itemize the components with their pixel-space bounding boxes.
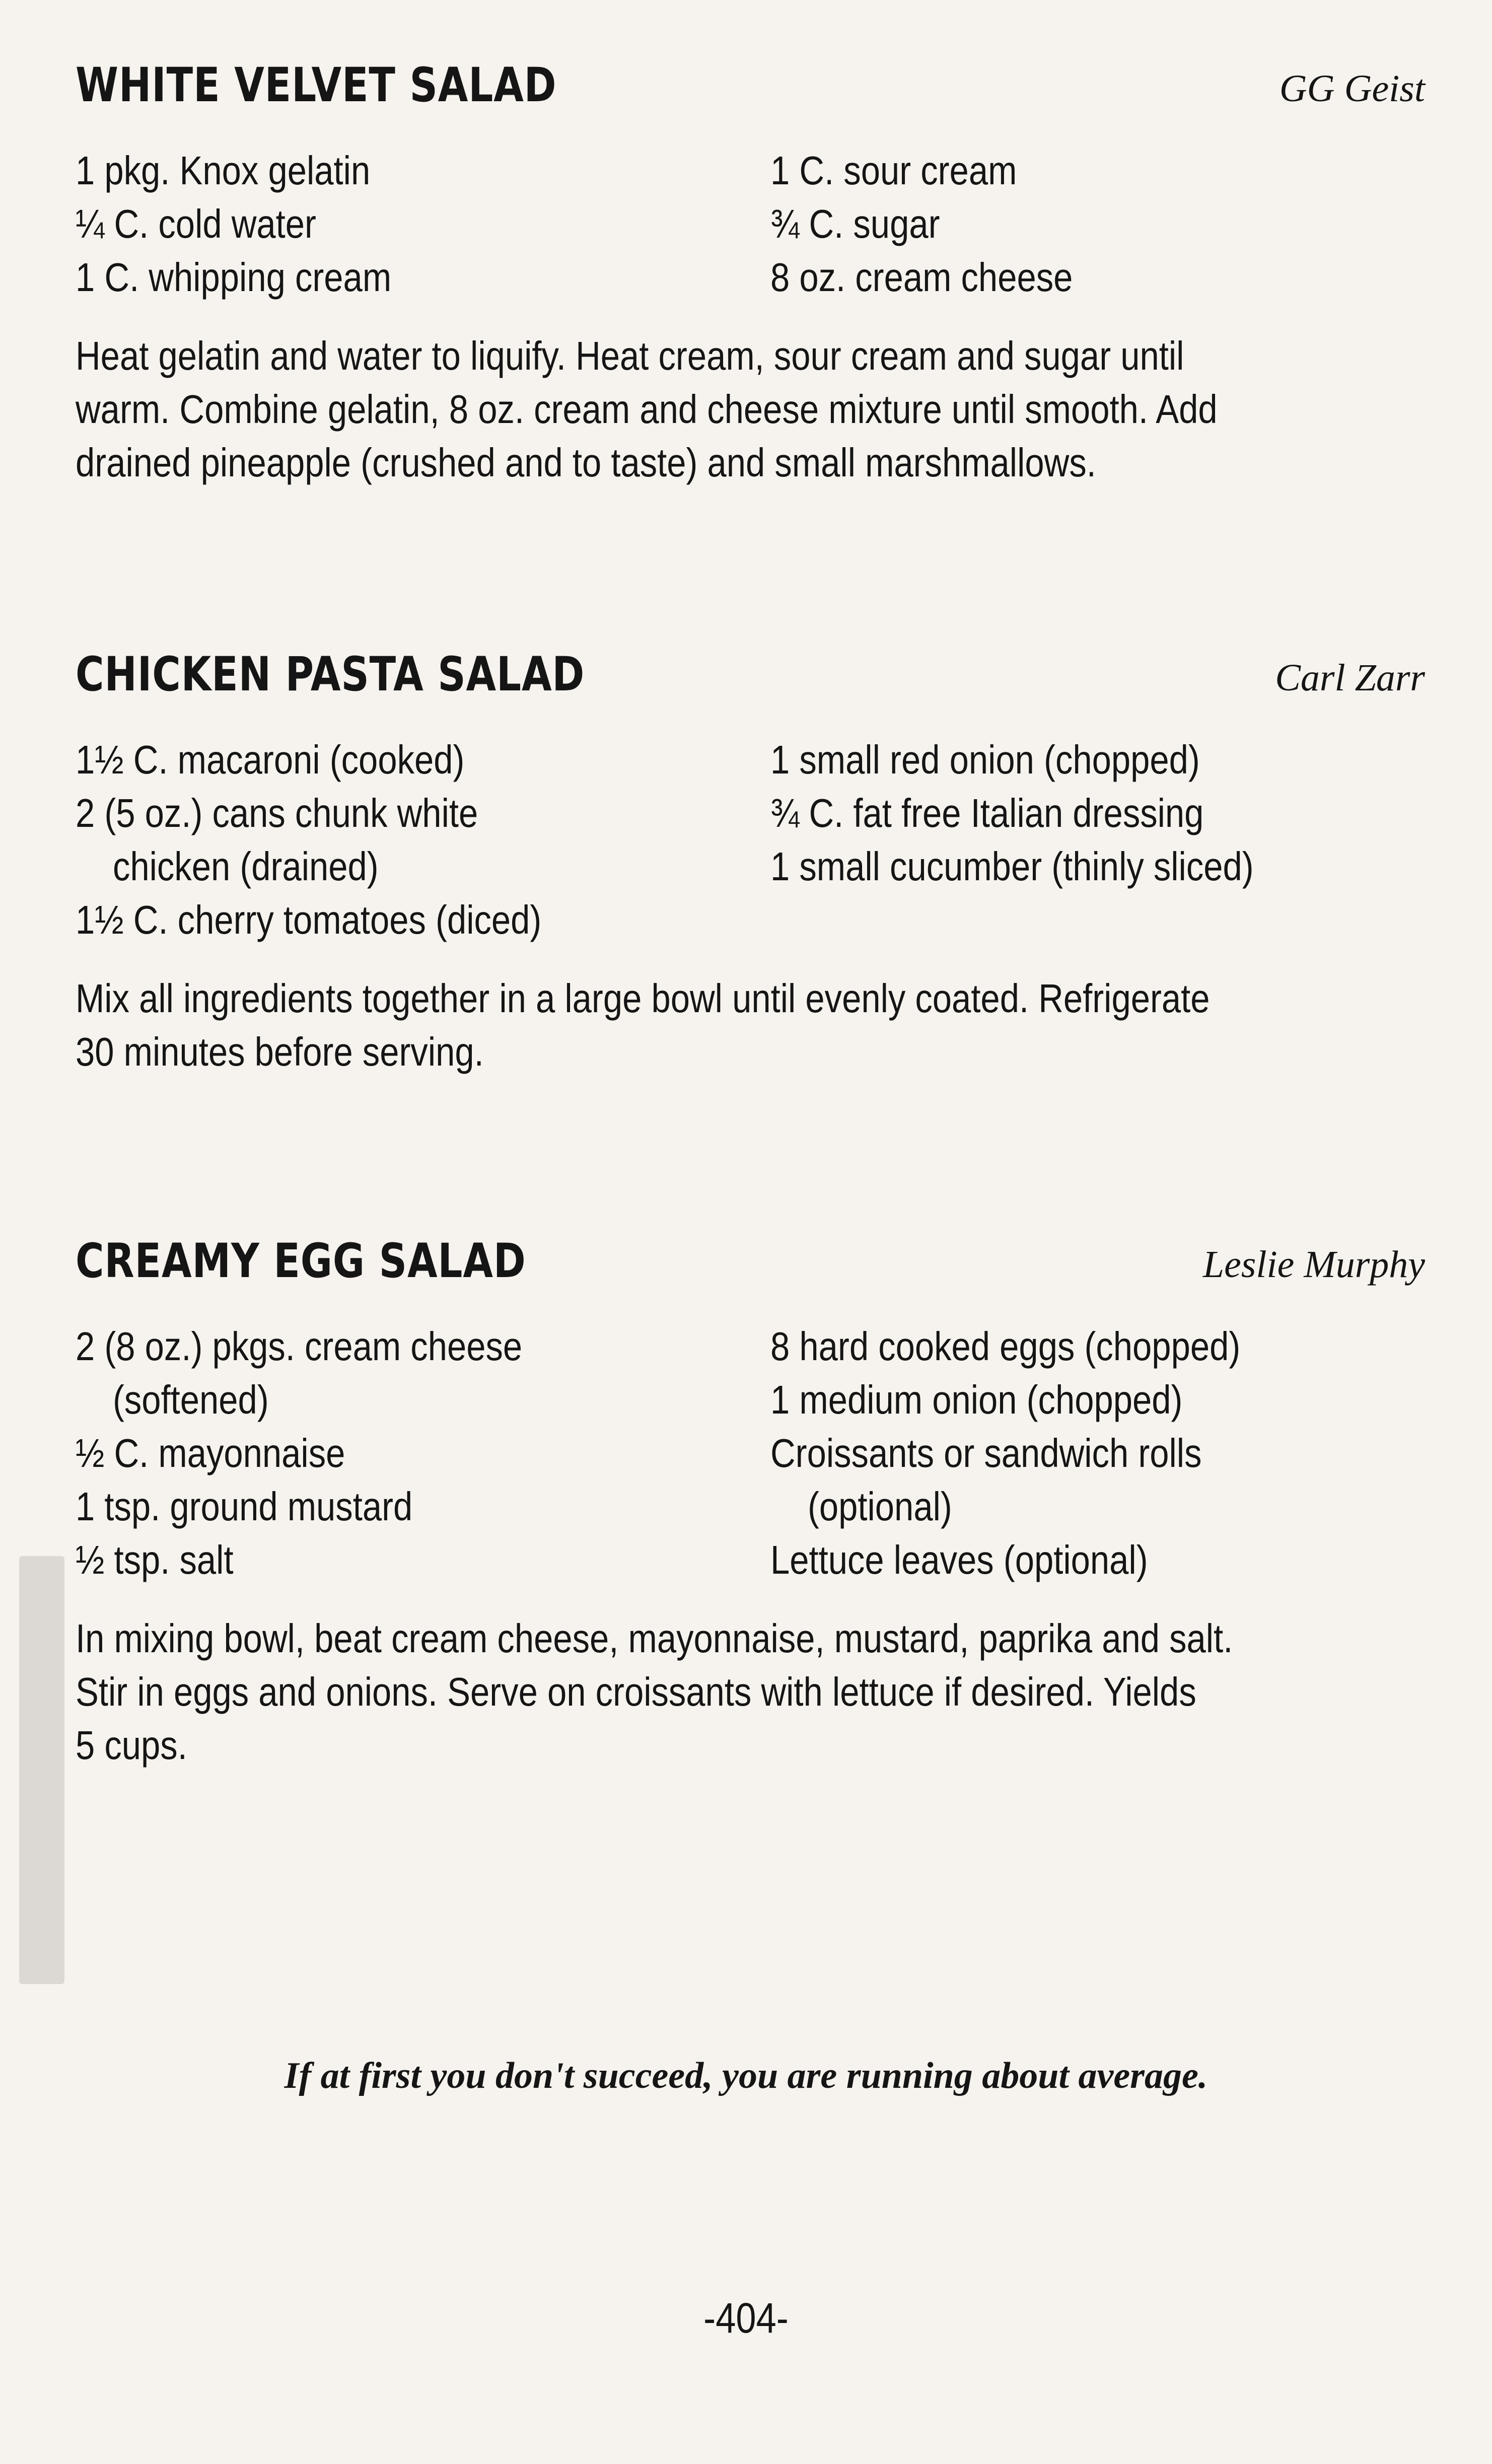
ingredient: 1 tsp. ground mustard: [76, 1484, 413, 1529]
ingredient-continuation: chicken (drained): [112, 844, 379, 889]
instruction-line: warm. Combine gelatin, 8 oz. cream and cheese mixture until smooth. Add: [76, 387, 1218, 432]
recipe-author: Leslie Murphy: [1202, 1243, 1425, 1286]
recipe-instructions: [76, 972, 1418, 1079]
ingredient-list: [76, 1320, 1425, 1587]
ingredient: 1½ C. cherry tomatoes (diced): [76, 897, 542, 942]
instruction-line: 30 minutes before serving.: [76, 1029, 484, 1074]
recipe-author: GG Geist: [1279, 67, 1425, 110]
ingredient-continuation: (optional): [807, 1484, 952, 1529]
section-side-tab: [19, 1556, 64, 1984]
ingredient: 2 (8 oz.) pkgs. cream cheese: [76, 1324, 523, 1369]
ingredient: 1 medium onion (chopped): [770, 1377, 1183, 1422]
ingredient: 2 (5 oz.) cans chunk white: [76, 791, 478, 835]
ingredient: ½ C. mayonnaise: [76, 1431, 345, 1475]
ingredient: 1 C. sour cream: [770, 148, 1017, 193]
recipe-title: WHITE VELVET SALAD: [76, 58, 557, 113]
instruction-line: drained pineapple (crushed and to taste) and small marshmallows.: [76, 440, 1096, 485]
ingredient-list: [76, 144, 1425, 304]
ingredient-continuation: (softened): [112, 1377, 269, 1422]
ingredient: 1 pkg. Knox gelatin: [76, 148, 371, 193]
recipe-instructions: [76, 1612, 1418, 1772]
ingredient: 1½ C. macaroni (cooked): [76, 737, 465, 782]
ingredient: 1 C. whipping cream: [76, 255, 392, 300]
ingredient: Lettuce leaves (optional): [770, 1537, 1148, 1582]
ingredient: 1 small red onion (chopped): [770, 737, 1200, 782]
ingredient: ¾ C. fat free Italian dressing: [770, 791, 1204, 835]
recipe-author: Carl Zarr: [1275, 657, 1425, 699]
instruction-line: Mix all ingredients together in a large bowl until evenly coated. Refrigerate: [76, 976, 1210, 1021]
ingredient: 1 small cucumber (thinly sliced): [770, 844, 1254, 889]
recipe-white-velvet-salad: [76, 58, 1425, 489]
recipe-title: CREAMY EGG SALAD: [76, 1234, 526, 1289]
ingredient: ¼ C. cold water: [76, 201, 316, 246]
instruction-line: 5 cups.: [76, 1723, 187, 1768]
ingredient-list: [76, 733, 1425, 947]
instruction-line: Stir in eggs and onions. Serve on croissants with lettuce if desired. Yields: [76, 1669, 1196, 1714]
page-number: -404-: [703, 2294, 789, 2342]
footer-quote: If at first you don't succeed, you are running about average.: [284, 2055, 1208, 2096]
recipe-title: CHICKEN PASTA SALAD: [76, 647, 585, 702]
recipe-instructions: [76, 329, 1418, 489]
ingredient: Croissants or sandwich rolls: [770, 1431, 1202, 1475]
recipe-creamy-egg-salad: [76, 1234, 1425, 1772]
ingredient: 8 hard cooked eggs (chopped): [770, 1324, 1241, 1369]
instruction-line: In mixing bowl, beat cream cheese, mayonnaise, mustard, paprika and salt.: [76, 1616, 1233, 1661]
ingredient: ¾ C. sugar: [770, 201, 940, 246]
ingredient: ½ tsp. salt: [76, 1537, 234, 1582]
ingredient: 8 oz. cream cheese: [770, 255, 1073, 300]
instruction-line: Heat gelatin and water to liquify. Heat cream, sour cream and sugar until: [76, 333, 1184, 378]
recipe-chicken-pasta-salad: [76, 647, 1425, 1079]
